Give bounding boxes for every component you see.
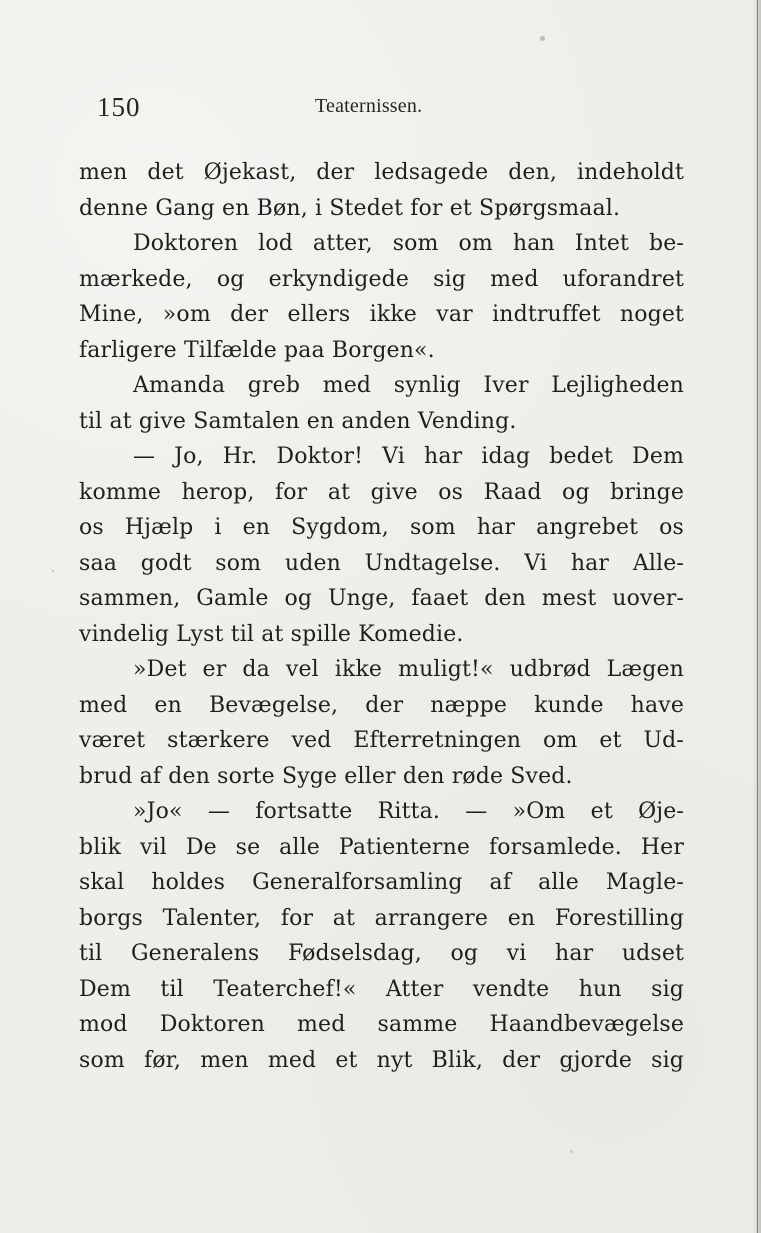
text-line: som før, men med et nyt Blik, der gjorde sig bbox=[79, 1047, 684, 1073]
text-line: mod Doktoren med samme Haandbevægelse bbox=[79, 1012, 684, 1037]
text-line: — Jo, Hr. Doktor! Vi har idag bedet Dem bbox=[133, 444, 684, 469]
text-line: skal holdes Generalforsamling af alle Magle- bbox=[79, 870, 684, 895]
text-line: til at give Samtalen en anden Vending. bbox=[79, 408, 517, 434]
text-line: mærkede, og erkyndigede sig med uforandret bbox=[79, 266, 684, 292]
text-line: »Det er da vel ikke muligt!« udbrød Lægen bbox=[133, 657, 684, 682]
text-line: Mine, »om der ellers ikke var indtruffet noget bbox=[79, 302, 684, 327]
text-line: vindelig Lyst til at spille Komedie. bbox=[79, 621, 464, 647]
text-line: os Hjælp i en Sygdom, som har angrebet os bbox=[79, 515, 684, 540]
running-head: Teaternissen. bbox=[315, 95, 423, 117]
body-text bbox=[79, 155, 684, 1078]
paper-speck bbox=[52, 570, 54, 572]
text-line: denne Gang en Bøn, i Stedet for et Spørgsmaal. bbox=[79, 195, 621, 221]
text-line: Amanda greb med synlig Iver Lejligheden bbox=[133, 373, 684, 398]
text-line: saa godt som uden Undtagelse. Vi har Alle- bbox=[79, 550, 684, 576]
text-line: blik vil De se alle Patienterne forsamlede. Her bbox=[79, 834, 684, 860]
text-line: sammen, Gamle og Unge, faaet den mest uover- bbox=[79, 586, 684, 611]
page-number: 150 bbox=[97, 92, 141, 122]
paper-speck bbox=[570, 1150, 573, 1153]
text-line: brud af den sorte Syge eller den røde Sved. bbox=[79, 763, 573, 789]
text-line: til Generalens Fødselsdag, og vi har udset bbox=[79, 941, 684, 966]
text-line: med en Bevægelse, der næppe kunde have bbox=[79, 692, 684, 718]
page-edge-line bbox=[757, 0, 758, 1233]
text-line: borgs Talenter, for at arrangere en Forestilling bbox=[79, 905, 684, 931]
text-line: Doktoren lod atter, som om han Intet be- bbox=[133, 231, 684, 256]
text-line: Dem til Teaterchef!« Atter vendte hun sig bbox=[79, 976, 684, 1002]
page-header bbox=[97, 92, 627, 122]
text-line: været stærkere ved Efterretningen om et Ud- bbox=[79, 728, 684, 753]
paper-speck bbox=[540, 36, 545, 41]
text-line: farligere Tilfælde paa Borgen«. bbox=[79, 337, 435, 363]
text-line: men det Øjekast, der ledsagede den, indeholdt bbox=[79, 160, 684, 185]
text-line: komme herop, for at give os Raad og bringe bbox=[79, 479, 684, 505]
text-line: »Jo« — fortsatte Ritta. — »Om et Øje- bbox=[133, 799, 684, 824]
